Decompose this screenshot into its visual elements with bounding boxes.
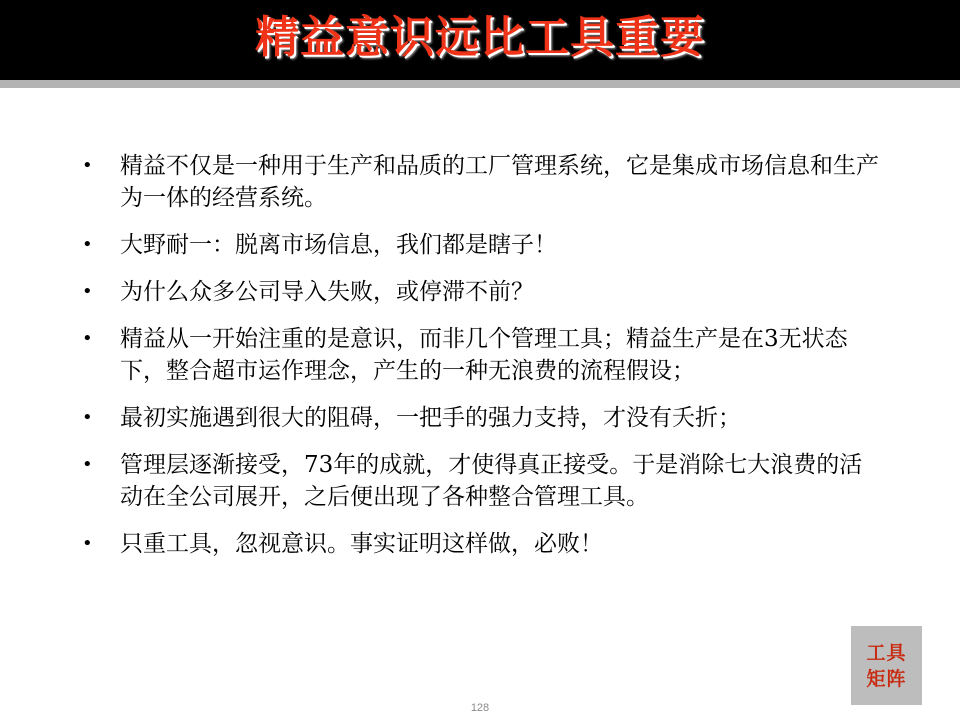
page-number: 128	[470, 702, 490, 714]
bullet-dot: •	[82, 155, 93, 176]
bullet-text: 为什么众多公司导入失败，或停滞不前？	[120, 279, 534, 305]
title-underline	[0, 80, 960, 88]
bullet-dot: •	[82, 454, 93, 475]
nav-button-label-line1: 工具	[866, 641, 907, 664]
bullet-item-4	[80, 323, 880, 387]
bullet-dot: •	[82, 533, 93, 554]
bullet-item-6	[80, 449, 880, 513]
tool-matrix-nav-button[interactable]	[851, 626, 922, 705]
bullet-item-1	[80, 150, 880, 214]
bullet-item-7	[80, 528, 880, 560]
bullet-text: 只重工具，忽视意识。事实证明这样做，必败！	[120, 531, 603, 557]
bullet-text: 精益不仅是一种用于生产和品质的工厂管理系统，它是集成市场信息和生产为一体的经营系统。	[120, 153, 879, 211]
bullet-dot: •	[82, 328, 93, 349]
bullet-dot: •	[82, 407, 93, 428]
bullet-text: 大野耐一：脱离市场信息，我们都是瞎子！	[120, 232, 557, 258]
bullet-item-3	[80, 276, 880, 308]
slide-title: 精益意识远比工具重要	[255, 12, 705, 63]
bullet-item-2	[80, 229, 880, 261]
bullet-dot: •	[82, 281, 93, 302]
title-bar	[0, 0, 960, 80]
bullet-list	[80, 150, 880, 575]
bullet-item-5	[80, 402, 880, 434]
bullet-text: 最初实施遇到很大的阻碍，一把手的强力支持，才没有夭折；	[120, 405, 741, 431]
bullet-text: 管理层逐渐接受，73年的成就，才使得真正接受。于是消除七大浪费的活动在全公司展开，之后便出现了各种整合管理工具。	[120, 452, 863, 510]
nav-button-label-line2: 矩阵	[866, 667, 907, 690]
bullet-dot: •	[82, 234, 93, 255]
bullet-text: 精益从一开始注重的是意识，而非几个管理工具；精益生产是在3无状态下，整合超市运作理念，产生的一种无浪费的流程假设；	[120, 326, 848, 384]
